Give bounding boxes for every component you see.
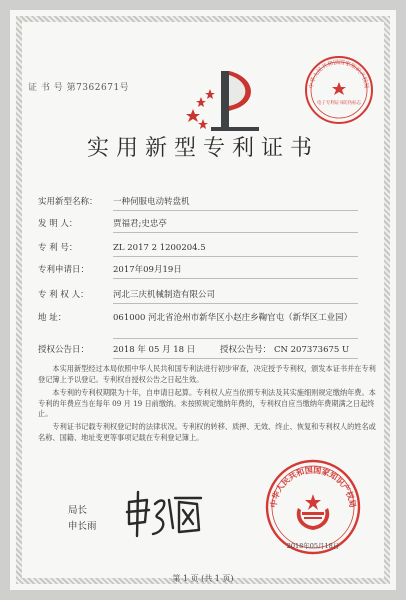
field-label: 专利申请日： <box>38 265 90 275</box>
paragraph-2: 本专利的专利权期限为十年，自申请日起算。专利权人应当依照专利法及其实施细则规定缴纳年费。本专利的年费应当在每年 09 月 19 日前缴纳。未按照规定缴纳年费的，专利权自应当缴纳年费期满之日起终止。 <box>38 388 376 418</box>
grant-pub-value: CN 207373675 U <box>274 345 350 355</box>
page-footer: 第 1 页 (共 1 页) <box>172 574 234 583</box>
divider <box>113 256 358 257</box>
signatory-title: 局长 <box>68 505 88 516</box>
field-label: 地 址： <box>38 313 67 323</box>
field-value: 贾福君;史忠亭 <box>113 219 167 229</box>
certificate-number: 证 书 号 第7362671号 <box>28 83 130 93</box>
divider <box>113 303 358 304</box>
field-label: 专 利 号： <box>38 243 78 253</box>
grant-date-value: 2018 年 05 月 18 日 <box>113 345 196 355</box>
seal-bottom-text: 中华人民共和国国家知识产权局 <box>267 464 359 509</box>
field-value: 一种伺服电动转盘机 <box>113 197 190 207</box>
field-value: 061000 河北省沧州市新华区小赵庄乡鞠官屯（新华区工业园） <box>113 313 353 323</box>
cnipa-emblem-icon <box>185 65 263 137</box>
signatory-name: 申长雨 <box>68 521 97 532</box>
field-value: ZL 2017 2 1200204.5 <box>113 243 206 253</box>
divider <box>113 210 358 211</box>
paragraph-1: 本实用新型经过本局依照中华人民共和国专利法进行初步审查，决定授予专利权，颁发本证书并在专利登记簿上予以登记。专利权自授权公告之日起生效。 <box>38 364 376 384</box>
official-seal-top <box>303 54 375 126</box>
field-label: 实用新型名称： <box>38 197 98 207</box>
seal-top-inner: 电子专利证书防伪标志 <box>317 101 361 106</box>
certificate-title: 实用新型专利证书 <box>86 136 319 161</box>
divider <box>113 278 358 279</box>
grant-pub-label: 授权公告号： <box>220 345 272 355</box>
divider <box>113 338 358 339</box>
divider <box>113 232 358 233</box>
seal-bottom-date: 2018年05月18日 <box>286 542 340 550</box>
field-value: 河北三庆机械制造有限公司 <box>113 290 216 300</box>
official-seal-bottom <box>264 458 362 556</box>
field-label: 专 利 权 人： <box>38 290 89 300</box>
field-value: 2017年09月19日 <box>113 265 182 275</box>
seal-top-text: 中华人民共和国国家知识产权局 <box>308 59 370 90</box>
signature-image <box>123 488 205 540</box>
grant-date-label: 授权公告日： <box>38 345 90 355</box>
field-label: 发 明 人： <box>38 219 78 229</box>
paragraph-3: 专利证书记载专利权登记时的法律状况。专利权的转移、质押、无效、终止、恢复和专利权人的姓名或名称、国籍、地址变更等事项记载在专利登记簿上。 <box>38 422 376 442</box>
divider <box>113 358 358 359</box>
